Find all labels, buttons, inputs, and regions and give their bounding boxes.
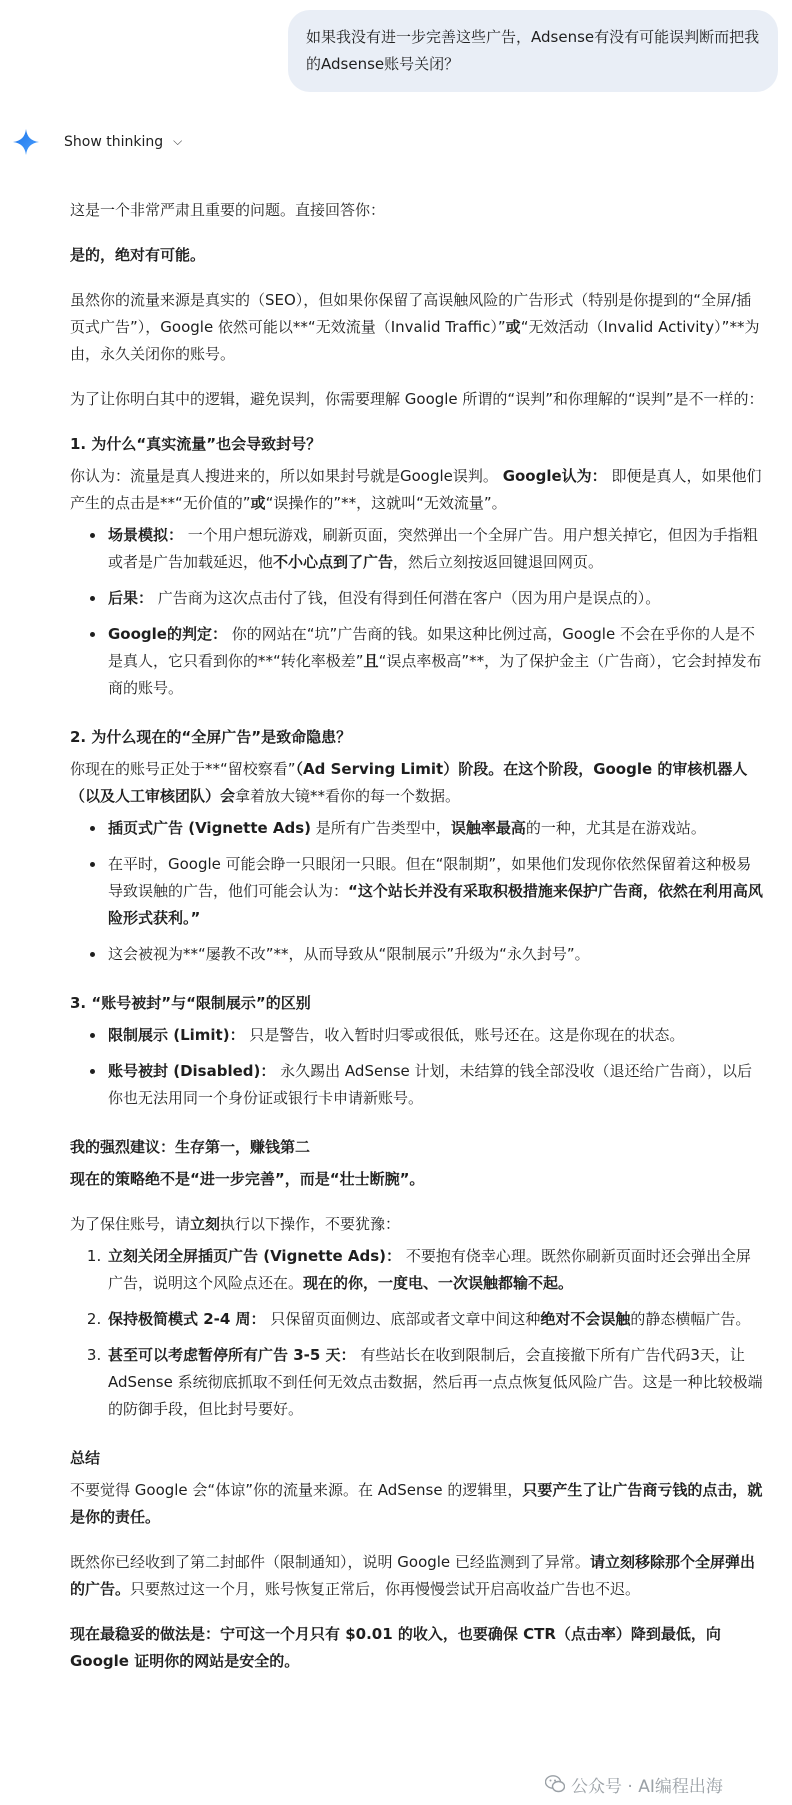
section-2-heading: 2. 为什么现在的“全屏广告”是致命隐患？ — [70, 728, 352, 746]
show-thinking-row[interactable] — [12, 128, 182, 156]
section-3-heading: 3. “账号被封”与“限制展示”的区别 — [70, 994, 311, 1012]
wechat-icon — [545, 1775, 565, 1793]
user-message-bubble — [288, 10, 778, 92]
list-item: 3. 甚至可以考虑暂停所有广告 3-5 天： 有些站长在收到限制后，会直接撤下所有广告代码3天，让 AdSense 系统彻底抓取不到任何无效点击数据，然后再一点点恢复低风险广告。这是一种比较极端的防御手段，但比封号要好。 — [106, 1342, 765, 1423]
intro-paragraph: 这是一个非常严肃且重要的问题。直接回答你： — [70, 201, 386, 219]
section-1-heading: 1. 为什么“真实流量”也会导致封号？ — [70, 435, 322, 453]
gemini-sparkle-icon — [12, 128, 40, 156]
list-item: 2. 保持极简模式 2-4 周： 只保留页面侧边、底部或者文章中间这种绝对不会误触的静态横幅广告。 — [106, 1306, 765, 1333]
list-item: • Google的判定： 你的网站在“坑”广告商的钱。如果这种比例过高，Google 不会在乎你的人是不是真人，它只看到你的**“转化率极差”且“误点率极高”**，为了保护金主（广告商），它会封掉发布商的账号。 — [106, 621, 765, 702]
summary-paragraph-1: 不要觉得 Google 会“体谅”你的流量来源。在 AdSense 的逻辑里，只要产生了让广告商亏钱的点击，就是你的责任。 — [70, 1481, 763, 1526]
section-2-paragraph: 你现在的账号正处于**“留校察看”（Ad Serving Limit）阶段。在这个阶段，Google 的审核机器人（以及人工审核团队）会拿着放大镜**看你的每一个数据。 — [70, 760, 748, 805]
section-3-list — [70, 1022, 765, 1112]
list-item: • 这会被视为**“屡教不改”**，从而导致从“限制展示”升级为“永久封号”。 — [106, 941, 765, 968]
list-item: • 限制展示 (Limit)： 只是警告，收入暂时归零或很低，账号还在。这是你现在的状态。 — [106, 1022, 765, 1049]
list-item: • 在平时，Google 可能会睁一只眼闭一只眼。但在“限制期”，如果他们发现你依然保留着这种极易导致误触的广告，他们可能会认为：“这个站长并没有采取积极措施来保护广告商，依然在利用高风险形式获利。” — [106, 851, 765, 932]
section-1-paragraph: 你认为：流量是真人搜进来的，所以如果封号就是Google误判。 Google认为： 即便是真人，如果他们产生的点击是**“无价值的”或“误操作的”**，这就叫“无效流量”。 — [70, 467, 762, 512]
answer-paragraph: 是的，绝对有可能。 — [70, 246, 206, 264]
summary-heading: 总结 — [70, 1449, 101, 1467]
section-1-list — [70, 522, 765, 702]
chevron-down-icon[interactable]: ⌵ — [173, 133, 183, 148]
section-2-list — [70, 815, 765, 968]
summary-paragraph-2: 既然你已经收到了第二封邮件（限制通知），说明 Google 已经监测到了异常。请立刻移除那个全屏弹出的广告。只要熬过这一个月，账号恢复正常后，你再慢慢尝试开启高收益广告也不迟。 — [70, 1553, 755, 1598]
assistant-response — [70, 197, 765, 1693]
watermark-text: 公众号 · AI编程出海 — [571, 1776, 723, 1797]
list-item: • 账号被封 (Disabled)： 永久踢出 AdSense 计划，未结算的钱全部没收（退还给广告商），以后你也无法用同一个身份证或银行卡申请新账号。 — [106, 1058, 765, 1112]
list-item: • 场景模拟： 一个用户想玩游戏，刷新页面，突然弹出一个全屏广告。用户想关掉它，但因为手指粗或者是广告加载延迟，他不小心点到了广告，然后立刻按返回键退回网页。 — [106, 522, 765, 576]
recommendation-list — [70, 1243, 765, 1423]
recommendation-subheading: 现在的策略绝不是“进一步完善”，而是“壮士断腕”。 — [70, 1170, 425, 1188]
summary-paragraph-3: 现在最稳妥的做法是：宁可这一个月只有 $0.01 的收入，也要确保 CTR（点击率）降到最低，向 Google 证明你的网站是安全的。 — [70, 1625, 721, 1670]
list-item: • 插页式广告 (Vignette Ads) 是所有广告类型中，误触率最高的一种，尤其是在游戏站。 — [106, 815, 765, 842]
show-thinking-button[interactable]: Show thinking — [64, 134, 164, 150]
recommendation-paragraph: 为了保住账号，请立刻执行以下操作，不要犹豫： — [70, 1215, 401, 1233]
watermark — [545, 1772, 723, 1796]
list-item: 1. 立刻关闭全屏插页广告 (Vignette Ads)： 不要抱有侥幸心理。既然你刷新页面时还会弹出全屏广告，说明这个风险点还在。现在的你，一度电、一次误触都输不起。 — [106, 1243, 765, 1297]
paragraph-traffic: 虽然你的流量来源是真实的（SEO），但如果你保留了高误触风险的广告形式（特别是你提到的“全屏/插页式广告”），Google 依然可能以**“无效流量（Invalid Traffic）”或“无效活动（Invalid Activity）”**为由，永久关闭你的账号。 — [70, 291, 760, 363]
list-item: • 后果： 广告商为这次点击付了钱，但没有得到任何潜在客户（因为用户是误点的）。 — [106, 585, 765, 612]
paragraph-logic: 为了让你明白其中的逻辑，避免误判，你需要理解 Google 所谓的“误判”和你理解的“误判”是不一样的： — [70, 390, 764, 408]
recommendation-heading: 我的强烈建议：生存第一，赚钱第二 — [70, 1138, 311, 1156]
user-message-text: 如果我没有进一步完善这些广告，Adsense有没有可能误判断而把我的Adsense账号关闭？ — [306, 28, 760, 73]
